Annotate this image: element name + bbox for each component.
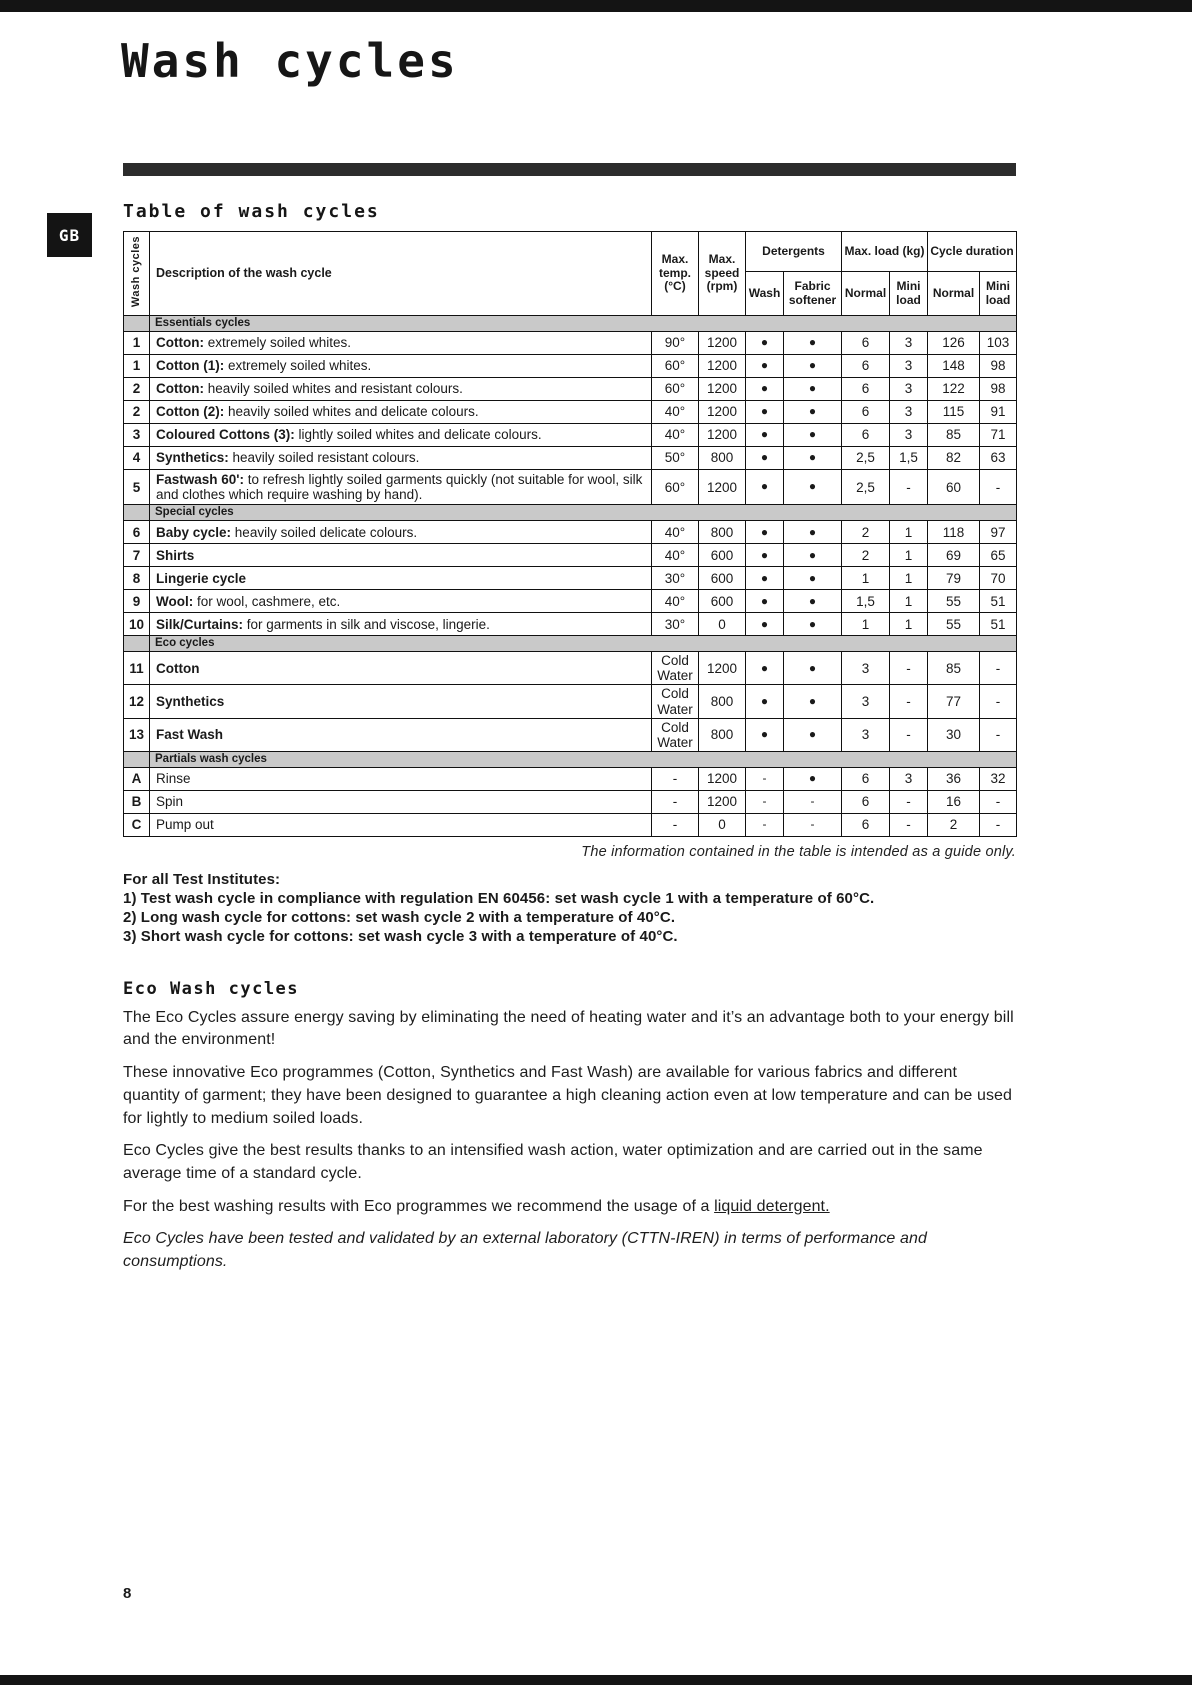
duration-normal: 30: [928, 718, 980, 751]
max-temp: 90°: [652, 332, 699, 355]
section-title: Essentials cycles: [150, 316, 1017, 332]
header-description: Description of the wash cycle: [150, 232, 652, 316]
eco-paragraph-1: The Eco Cycles assure energy saving by eliminating the need of heating water and it’s an advantage both to your energy bill and the environment!: [123, 1008, 1014, 1049]
detergent-wash: ●: [746, 424, 784, 447]
detergent-softener: ●: [784, 447, 842, 470]
cycle-desc-text: heavily soiled whites and resistant colours.: [203, 381, 463, 397]
cycle-description: [150, 447, 652, 470]
cycle-number: 8: [124, 567, 150, 590]
cycle-name: Cotton (1):: [156, 358, 225, 374]
max-temp: 40°: [652, 521, 699, 544]
load-normal: 6: [842, 332, 890, 355]
detergent-softener: ●: [784, 767, 842, 790]
header-row-groups: [124, 232, 1017, 272]
language-badge: GB: [47, 213, 92, 257]
cycle-number: 9: [124, 590, 150, 613]
max-speed: 800: [699, 685, 746, 718]
section-title: Eco cycles: [150, 636, 1017, 652]
detergent-wash: ●: [746, 401, 784, 424]
max-speed: 1200: [699, 790, 746, 813]
page-number: 8: [123, 1585, 132, 1602]
cycle-row: [124, 590, 1017, 613]
load-normal: 6: [842, 401, 890, 424]
load-mini: 3: [890, 332, 928, 355]
detergent-softener: ●: [784, 332, 842, 355]
max-speed: 800: [699, 718, 746, 751]
load-mini: 1: [890, 613, 928, 636]
guide-note: The information contained in the table is intended as a guide only.: [581, 843, 1016, 860]
duration-mini: 98: [980, 355, 1017, 378]
section-title: Partials wash cycles: [150, 751, 1017, 767]
cycle-row: [124, 652, 1017, 685]
cycle-description: [150, 521, 652, 544]
detergent-softener: ●: [784, 401, 842, 424]
cycle-row: [124, 567, 1017, 590]
detergent-wash: ●: [746, 613, 784, 636]
cycle-name: Fast Wash: [156, 727, 224, 743]
cycle-row: [124, 718, 1017, 751]
load-normal: 6: [842, 790, 890, 813]
cycle-number: B: [124, 790, 150, 813]
cycle-number: 12: [124, 685, 150, 718]
cycle-row: [124, 521, 1017, 544]
cycle-name: Baby cycle:: [156, 524, 232, 540]
detergent-wash: ●: [746, 544, 784, 567]
detergent-softener: ●: [784, 470, 842, 505]
header-fabric-softener: Fabric softener: [784, 272, 842, 316]
detergent-wash: ●: [746, 447, 784, 470]
eco-paragraph-3: Eco Cycles give the best results thanks to an intensified wash action, water optimization and are carried out in the same average time of a standard cycle.: [123, 1142, 983, 1182]
header-max-load: Max. load (kg): [842, 232, 928, 272]
max-temp: 40°: [652, 590, 699, 613]
cycle-description: [150, 813, 652, 836]
liquid-detergent-underlined: liquid detergent.: [714, 1197, 830, 1215]
cycle-name: Silk/Curtains:: [156, 616, 244, 632]
duration-mini: 51: [980, 613, 1017, 636]
max-temp: Cold Water: [652, 718, 699, 751]
load-mini: 1: [890, 567, 928, 590]
cycle-name: Synthetics: [156, 693, 225, 709]
max-speed: 1200: [699, 401, 746, 424]
cycle-name: Wool:: [156, 593, 194, 609]
test-institutes-title: For all Test Institutes:: [123, 870, 281, 888]
load-mini: -: [890, 718, 928, 751]
load-normal: 6: [842, 355, 890, 378]
duration-normal: 55: [928, 613, 980, 636]
cycle-name: Shirts: [156, 547, 195, 563]
cycle-desc-text: Rinse: [156, 771, 191, 787]
load-mini: -: [890, 813, 928, 836]
load-mini: 3: [890, 401, 928, 424]
test-note-3: 3) Short wash cycle for cottons: set wash cycle 3 with a temperature of 40°C.: [123, 928, 678, 946]
load-normal: 1: [842, 567, 890, 590]
cycle-row: [124, 424, 1017, 447]
cycle-desc-text: to refresh lightly soiled garments quickly (not suitable for wool, silk and clothes which require washing by hand).: [156, 472, 643, 503]
cycle-row: [124, 355, 1017, 378]
cycle-desc-text: heavily soiled delicate colours.: [231, 524, 418, 540]
load-mini: -: [890, 685, 928, 718]
eco-paragraph-2: These innovative Eco programmes (Cotton, Synthetics and Fast Wash) are available for various fabrics and different quantity of garment; they have been designed to guarantee a high cleaning action even at low temperature and can be used for lightly to medium soiled loads.: [123, 1064, 1013, 1127]
cycle-row: [124, 378, 1017, 401]
max-temp: 40°: [652, 544, 699, 567]
max-speed: 600: [699, 590, 746, 613]
header-max-temp: Max. temp. (°C): [652, 232, 699, 316]
detergent-wash: ●: [746, 590, 784, 613]
cycle-number: 4: [124, 447, 150, 470]
duration-mini: -: [980, 813, 1017, 836]
load-mini: 1: [890, 590, 928, 613]
duration-mini: -: [980, 718, 1017, 751]
detergent-softener: ●: [784, 718, 842, 751]
cycle-description: [150, 567, 652, 590]
section-title: Special cycles: [150, 505, 1017, 521]
section-row: [124, 636, 1017, 652]
max-temp: -: [652, 767, 699, 790]
duration-normal: 115: [928, 401, 980, 424]
header-wash-cycles: [124, 232, 150, 316]
detergent-softener: ●: [784, 590, 842, 613]
wash-table-body: [124, 316, 1017, 837]
cycle-name: Cotton: [156, 660, 200, 676]
load-mini: 3: [890, 378, 928, 401]
load-normal: 2: [842, 544, 890, 567]
detergent-wash: -: [746, 813, 784, 836]
duration-normal: 77: [928, 685, 980, 718]
duration-mini: -: [980, 790, 1017, 813]
section-row: [124, 505, 1017, 521]
header-load-normal: Normal: [842, 272, 890, 316]
cycle-description: [150, 332, 652, 355]
bottom-bar: [0, 1675, 1192, 1685]
max-speed: 1200: [699, 355, 746, 378]
detergent-wash: -: [746, 790, 784, 813]
load-normal: 2,5: [842, 447, 890, 470]
cycle-number: 5: [124, 470, 150, 505]
detergent-wash: ●: [746, 378, 784, 401]
header-load-mini: Mini load: [890, 272, 928, 316]
section-row: [124, 751, 1017, 767]
duration-mini: 103: [980, 332, 1017, 355]
max-temp: Cold Water: [652, 652, 699, 685]
cycle-number: A: [124, 767, 150, 790]
detergent-wash: ●: [746, 685, 784, 718]
max-speed: 600: [699, 567, 746, 590]
detergent-softener: ●: [784, 424, 842, 447]
detergent-softener: ●: [784, 567, 842, 590]
cycle-description: [150, 470, 652, 505]
cycle-row: [124, 447, 1017, 470]
load-mini: -: [890, 470, 928, 505]
load-mini: 1,5: [890, 447, 928, 470]
duration-normal: 85: [928, 424, 980, 447]
max-speed: 1200: [699, 378, 746, 401]
header-max-speed: Max. speed (rpm): [699, 232, 746, 316]
cycle-row: [124, 401, 1017, 424]
duration-mini: 98: [980, 378, 1017, 401]
cycle-description: [150, 790, 652, 813]
detergent-softener: ●: [784, 378, 842, 401]
header-detergents: Detergents: [746, 232, 842, 272]
duration-normal: 79: [928, 567, 980, 590]
cycle-description: [150, 424, 652, 447]
max-speed: 1200: [699, 767, 746, 790]
duration-mini: 51: [980, 590, 1017, 613]
cycle-name: Fastwash 60':: [156, 472, 244, 487]
cycle-row: [124, 813, 1017, 836]
cycle-desc-text: Spin: [156, 794, 184, 810]
max-temp: Cold Water: [652, 685, 699, 718]
cycle-number: 3: [124, 424, 150, 447]
detergent-softener: ●: [784, 544, 842, 567]
duration-mini: -: [980, 652, 1017, 685]
load-normal: 6: [842, 378, 890, 401]
load-mini: 3: [890, 355, 928, 378]
cycle-row: [124, 332, 1017, 355]
header-wash-cycles-label: Wash cycles: [130, 236, 142, 308]
cycle-row: [124, 613, 1017, 636]
cycle-description: [150, 355, 652, 378]
load-mini: -: [890, 790, 928, 813]
duration-normal: 36: [928, 767, 980, 790]
load-normal: 6: [842, 813, 890, 836]
cycle-description: [150, 767, 652, 790]
header-cycle-duration: Cycle duration: [928, 232, 1017, 272]
cycle-description: [150, 590, 652, 613]
duration-normal: 60: [928, 470, 980, 505]
load-mini: 3: [890, 424, 928, 447]
max-temp: 30°: [652, 567, 699, 590]
section-row: [124, 316, 1017, 332]
cycle-description: [150, 718, 652, 751]
cycle-name: Cotton:: [156, 381, 204, 397]
cycle-name: Synthetics:: [156, 450, 229, 466]
max-temp: 60°: [652, 470, 699, 505]
load-normal: 6: [842, 767, 890, 790]
max-speed: 600: [699, 544, 746, 567]
load-normal: 1,5: [842, 590, 890, 613]
duration-normal: 55: [928, 590, 980, 613]
duration-mini: 97: [980, 521, 1017, 544]
cycle-description: [150, 652, 652, 685]
cycle-description: [150, 378, 652, 401]
duration-mini: -: [980, 685, 1017, 718]
cycle-number: 1: [124, 332, 150, 355]
max-speed: 800: [699, 447, 746, 470]
cycle-row: [124, 790, 1017, 813]
duration-normal: 2: [928, 813, 980, 836]
duration-normal: 69: [928, 544, 980, 567]
cycle-desc-text: for wool, cashmere, etc.: [193, 593, 341, 609]
load-normal: 3: [842, 652, 890, 685]
detergent-softener: ●: [784, 355, 842, 378]
detergent-wash: ●: [746, 355, 784, 378]
cycle-number: 10: [124, 613, 150, 636]
cycle-desc-text: Pump out: [156, 817, 214, 833]
detergent-softener: ●: [784, 613, 842, 636]
max-temp: 40°: [652, 401, 699, 424]
cycle-name: Cotton (2):: [156, 404, 225, 420]
detergent-wash: -: [746, 767, 784, 790]
cycle-description: [150, 685, 652, 718]
cycle-number: 7: [124, 544, 150, 567]
load-normal: 2: [842, 521, 890, 544]
max-speed: 1200: [699, 332, 746, 355]
duration-normal: 82: [928, 447, 980, 470]
cycle-row: [124, 767, 1017, 790]
wash-cycles-table: [123, 231, 1017, 837]
table-heading: Table of wash cycles: [123, 201, 380, 222]
cycle-desc-text: heavily soiled resistant colours.: [228, 450, 420, 466]
eco-paragraph-5: Eco Cycles have been tested and validated by an external laboratory (CTTN-IREN) in terms of performance and consumptions.: [123, 1230, 927, 1271]
header-duration-mini: Mini load: [980, 272, 1017, 316]
load-mini: 1: [890, 544, 928, 567]
max-temp: 30°: [652, 613, 699, 636]
eco-paragraph-4: [123, 1196, 1016, 1219]
header-duration-normal: Normal: [928, 272, 980, 316]
cycle-row: [124, 685, 1017, 718]
max-speed: 1200: [699, 424, 746, 447]
top-bar: [0, 0, 1192, 12]
detergent-wash: ●: [746, 521, 784, 544]
section-spacer: [124, 505, 150, 521]
cycle-name: Coloured Cottons (3):: [156, 427, 295, 443]
max-speed: 1200: [699, 652, 746, 685]
cycle-name: Cotton:: [156, 335, 204, 351]
detergent-softener: ●: [784, 652, 842, 685]
cycle-desc-text: extremely soiled whites.: [224, 358, 372, 374]
cycle-description: [150, 401, 652, 424]
detergent-wash: ●: [746, 718, 784, 751]
duration-mini: 32: [980, 767, 1017, 790]
header-wash: Wash: [746, 272, 784, 316]
cycle-number: 2: [124, 378, 150, 401]
max-temp: -: [652, 790, 699, 813]
cycle-number: C: [124, 813, 150, 836]
section-spacer: [124, 751, 150, 767]
eco-paragraph-4-text: For the best washing results with Eco programmes we recommend the usage of a: [123, 1197, 715, 1215]
detergent-wash: ●: [746, 470, 784, 505]
max-temp: 60°: [652, 355, 699, 378]
load-normal: 2,5: [842, 470, 890, 505]
cycle-description: [150, 613, 652, 636]
cycle-number: 6: [124, 521, 150, 544]
load-normal: 3: [842, 685, 890, 718]
main-content: [123, 201, 1016, 1284]
title-rule: [123, 163, 1016, 176]
max-speed: 0: [699, 813, 746, 836]
duration-normal: 118: [928, 521, 980, 544]
cycle-desc-text: extremely soiled whites.: [203, 335, 352, 351]
duration-mini: 91: [980, 401, 1017, 424]
cycle-row: [124, 544, 1017, 567]
cycle-desc-text: heavily soiled whites and delicate colours.: [224, 404, 479, 420]
max-speed: 800: [699, 521, 746, 544]
load-mini: 3: [890, 767, 928, 790]
duration-mini: 71: [980, 424, 1017, 447]
duration-mini: 65: [980, 544, 1017, 567]
duration-normal: 126: [928, 332, 980, 355]
load-normal: 6: [842, 424, 890, 447]
cycle-desc-text: for garments in silk and viscose, lingerie.: [243, 616, 490, 632]
section-spacer: [124, 636, 150, 652]
detergent-wash: ●: [746, 652, 784, 685]
max-temp: -: [652, 813, 699, 836]
duration-mini: -: [980, 470, 1017, 505]
detergent-wash: ●: [746, 332, 784, 355]
duration-normal: 148: [928, 355, 980, 378]
detergent-softener: -: [784, 813, 842, 836]
duration-mini: 63: [980, 447, 1017, 470]
section-spacer: [124, 316, 150, 332]
max-temp: 60°: [652, 378, 699, 401]
load-normal: 3: [842, 718, 890, 751]
detergent-wash: ●: [746, 567, 784, 590]
max-temp: 50°: [652, 447, 699, 470]
cycle-number: 1: [124, 355, 150, 378]
load-mini: -: [890, 652, 928, 685]
duration-mini: 70: [980, 567, 1017, 590]
detergent-softener: -: [784, 790, 842, 813]
cycle-number: 13: [124, 718, 150, 751]
cycle-row: [124, 470, 1017, 505]
cycle-number: 2: [124, 401, 150, 424]
cycle-number: 11: [124, 652, 150, 685]
max-temp: 40°: [652, 424, 699, 447]
duration-normal: 122: [928, 378, 980, 401]
cycle-desc-text: lightly soiled whites and delicate colours.: [294, 427, 542, 443]
max-speed: 1200: [699, 470, 746, 505]
eco-heading: Eco Wash cycles: [123, 978, 300, 999]
duration-normal: 85: [928, 652, 980, 685]
cycle-description: [150, 544, 652, 567]
page-title: Wash cycles: [121, 34, 459, 88]
load-mini: 1: [890, 521, 928, 544]
test-note-2: 2) Long wash cycle for cottons: set wash cycle 2 with a temperature of 40°C.: [123, 909, 676, 927]
detergent-softener: ●: [784, 685, 842, 718]
max-speed: 0: [699, 613, 746, 636]
test-institutes-block: [123, 870, 1016, 947]
detergent-softener: ●: [784, 521, 842, 544]
load-normal: 1: [842, 613, 890, 636]
duration-normal: 16: [928, 790, 980, 813]
cycle-name: Lingerie cycle: [156, 570, 247, 586]
test-note-1: 1) Test wash cycle in compliance with regulation EN 60456: set wash cycle 1 with a temperature of 60°C.: [123, 890, 875, 908]
